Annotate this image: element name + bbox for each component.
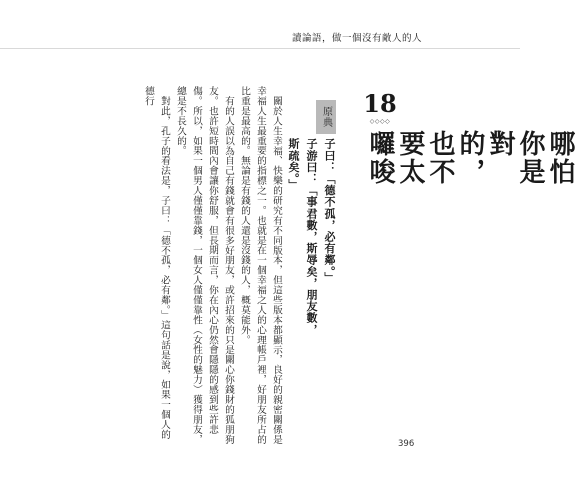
source-label-badge [316,100,336,134]
source-label-text: 原典 [320,106,332,128]
chapter-ornament-icon: ◇◇◇◇ [369,118,391,125]
body-paragraph: 對此，孔子的看法是，子曰：「德不孤，必有鄰。」這句話是說，如果一個人的德行 [143,86,170,440]
body-paragraph: 有的人誤以為自己有錢就會有很多好朋友，或許招來的只是關心你錢財的狐朋狗友。也許短時間內會讓你舒服，但長期而言，你在內心仍然會隱隱的感到些許悲傷。所以，如果一個男人僅僅靠錢，一個女人僅僅靠性（女性的魅力）獲得朋友，總是不長久的。 [175,86,234,445]
body-paragraph: 關於人生幸福、快樂的研究有不同版本，但這些版本都顯示，良好的親密關係是幸福人生最重要的指標之一。也就是在一個幸福之人的心理帳戶裡，好朋友所占的比重是最高的。無論是有錢的人還是沒錢的人，概莫能外。 [239,86,282,445]
header-divider [0,48,520,49]
running-header: 讀論語，做一個沒有敵人的人 [291,33,422,44]
source-quote: 子曰：「德不孤，必有鄰。」 子游曰：「事君數，斯辱矣，朋友數，斯疏矣。」 [287,138,336,336]
body-text [140,86,284,448]
chapter-heading [363,89,575,186]
page-number: 396 [398,439,415,449]
chapter-number: 18 [363,89,397,118]
chapter-title: 哪怕你是對的，也不要太囉唆 [365,130,575,186]
